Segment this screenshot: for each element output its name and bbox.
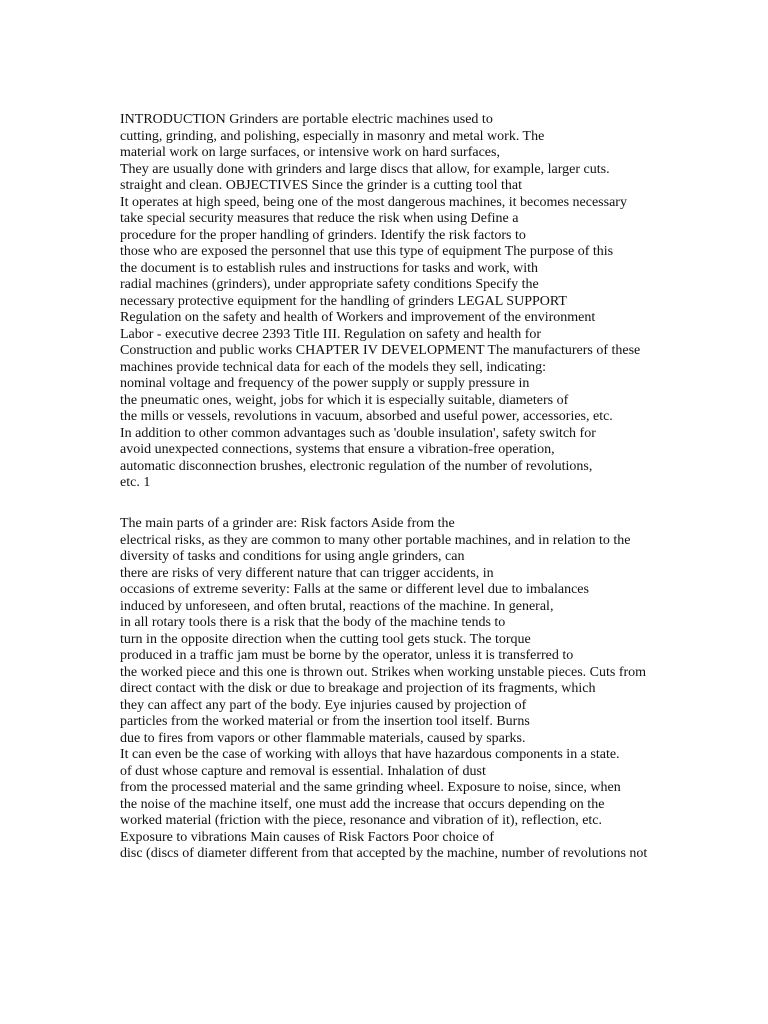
text-line: occasions of extreme severity: Falls at the same or different level due to imbalances (120, 582, 589, 597)
text-line: Exposure to vibrations Main causes of Risk Factors Poor choice of (120, 829, 495, 845)
text-line: In addition to other common advantages such as 'double insulation', safety switch for (120, 425, 596, 441)
text-line: disc (discs of diameter different from that accepted by the machine, number of revolutions not (120, 846, 648, 861)
text-line: take special security measures that reduce the risk when using Define a (120, 211, 519, 226)
text-line: INTRODUCTION Grinders are portable electric machines used to (120, 112, 493, 127)
paragraph-introduction (120, 112, 720, 492)
text-line: The main parts of a grinder are: Risk factors Aside from the (120, 516, 455, 531)
text-line: It operates at high speed, being one of the most dangerous machines, it becomes necessary (120, 194, 627, 210)
text-line: Regulation on the safety and health of Workers and improvement of the environment (120, 310, 596, 325)
text-line: the worked piece and this one is thrown out. Strikes when working unstable pieces. Cuts from (120, 664, 647, 680)
text-line: of dust whose capture and removal is essential. Inhalation of dust (120, 763, 486, 779)
text-line: electrical risks, as they are common to many other portable machines, and in relation to the (120, 532, 631, 548)
text-line: automatic disconnection brushes, electronic regulation of the number of revolutions, (120, 458, 593, 474)
text-line: the pneumatic ones, weight, jobs for which it is especially suitable, diameters of (120, 392, 569, 408)
text-line: radial machines (grinders), under appropriate safety conditions Specify the (120, 277, 539, 292)
text-line: necessary protective equipment for the handling of grinders LEGAL SUPPORT (120, 293, 567, 309)
paragraph-main-parts (120, 516, 720, 863)
text-line: due to fires from vapors or other flammable materials, caused by sparks. (120, 730, 526, 746)
text-line: straight and clean. OBJECTIVES Since the grinder is a cutting tool that (120, 178, 523, 193)
text-line: produced in a traffic jam must be borne by the operator, unless it is transferred to (120, 648, 574, 663)
text-line: procedure for the proper handling of grinders. Identify the risk factors to (120, 227, 526, 243)
text-line: those who are exposed the personnel that use this type of equipment The purpose of this (120, 244, 614, 259)
text-line: in all rotary tools there is a risk that the body of the machine tends to (120, 615, 506, 630)
text-line: there are risks of very different nature that can trigger accidents, in (120, 565, 494, 581)
text-line: Labor - executive decree 2393 Title III. Regulation on safety and health for (120, 326, 542, 342)
text-line: machines provide technical data for each of the models they sell, indicating: (120, 359, 547, 375)
text-line: cutting, grinding, and polishing, especially in masonry and metal work. The (120, 128, 545, 144)
text-line: Construction and public works CHAPTER IV DEVELOPMENT The manufacturers of these (120, 343, 641, 358)
text-line: etc. 1 (120, 475, 151, 490)
text-line: induced by unforeseen, and often brutal, reactions of the machine. In general, (120, 598, 554, 614)
text-line: diversity of tasks and conditions for using angle grinders, can (120, 549, 465, 564)
text-line: particles from the worked material or from the insertion tool itself. Burns (120, 714, 530, 729)
text-line: the mills or vessels, revolutions in vacuum, absorbed and useful power, accessories, etc. (120, 409, 613, 424)
text-line: turn in the opposite direction when the cutting tool gets stuck. The torque (120, 631, 531, 647)
text-line: nominal voltage and frequency of the power supply or supply pressure in (120, 376, 530, 391)
text-line: They are usually done with grinders and large discs that allow, for example, larger cuts. (120, 161, 610, 177)
text-line: the noise of the machine itself, one must add the increase that occurs depending on the (120, 796, 605, 812)
text-line: It can even be the case of working with alloys that have hazardous components in a state. (120, 747, 620, 762)
text-line: the document is to establish rules and instructions for tasks and work, with (120, 260, 538, 276)
text-line: from the processed material and the same grinding wheel. Exposure to noise, since, when (120, 780, 621, 795)
text-line: they can affect any part of the body. Eye injuries caused by projection of (120, 697, 527, 713)
text-line: material work on large surfaces, or intensive work on hard surfaces, (120, 145, 500, 160)
text-line: worked material (friction with the piece, resonance and vibration of it), reflection, etc. (120, 813, 603, 828)
text-line: avoid unexpected connections, systems that ensure a vibration-free operation, (120, 442, 555, 457)
text-line: direct contact with the disk or due to breakage and projection of its fragments, which (120, 681, 596, 696)
